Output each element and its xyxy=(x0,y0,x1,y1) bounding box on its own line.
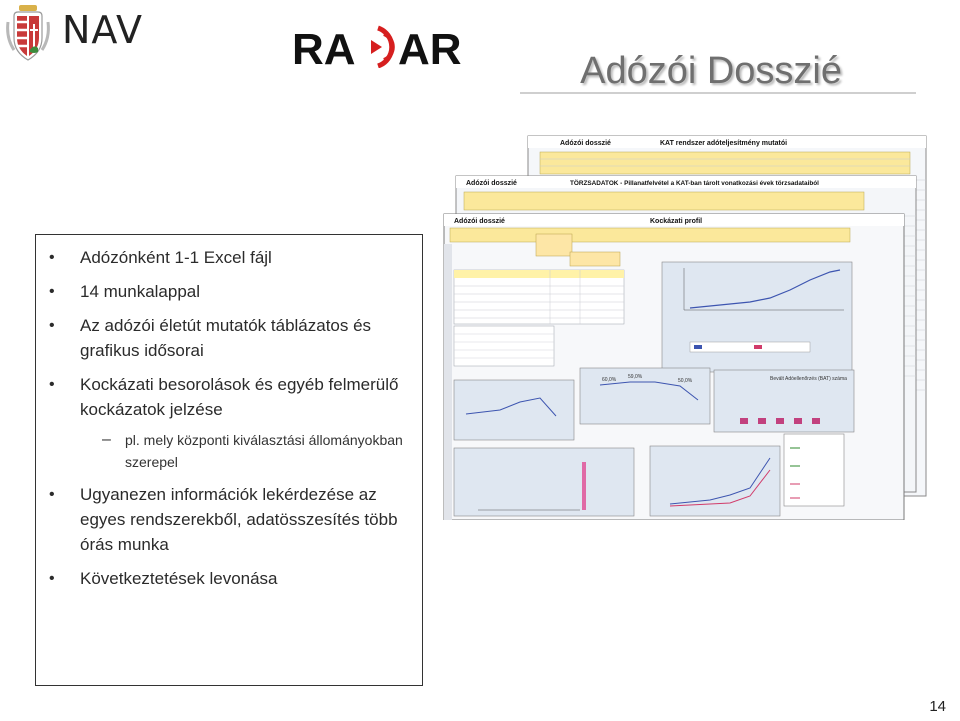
sheet-front-name: Adózói dosszié xyxy=(454,218,505,225)
bullet-list xyxy=(36,245,422,600)
sheet-front-heading: Kockázati profil xyxy=(650,218,703,225)
bullet-item: • Ugyanezen információk lekérdezése az egyes rendszerekből, adatösszesítés több órás munka xyxy=(36,482,422,557)
bat-chart-title: Bevált Adóellenőrzés (BAT) száma xyxy=(770,376,847,382)
bullet-item: • Kockázati besorolások és egyéb felmerülő kockázatok jelzése xyxy=(36,372,422,422)
sheet-back-heading: KAT rendszer adóteljesítmény mutatói xyxy=(660,140,788,147)
sheet-middle-name: Adózói dosszié xyxy=(466,180,517,187)
bullet-item: • Adózónként 1-1 Excel fájl xyxy=(36,245,422,270)
nav-logo-text: NAV xyxy=(62,8,143,52)
page-number: 14 xyxy=(929,698,946,715)
page-title: Adózói Dosszié xyxy=(580,50,842,92)
sheet-middle-heading: TÖRZSADATOK - Pillanatfelvétel a KAT-ban tárolt vonatkozási évek törzsadataiból xyxy=(570,180,819,187)
radar-waves-icon xyxy=(371,28,393,66)
title-divider xyxy=(520,92,916,94)
bullet-item: • Az adózói életút mutatók táblázatos és grafikus idősorai xyxy=(36,313,422,363)
radar-logo xyxy=(292,24,492,68)
bullet-list-box xyxy=(35,234,423,686)
bullet-item: • Következtetések levonása xyxy=(36,566,422,591)
sheet-back-name: Adózói dosszié xyxy=(560,140,611,147)
line-label: 50,0% xyxy=(678,378,693,384)
spreadsheet-screenshots xyxy=(440,130,930,520)
line-label: 59,0% xyxy=(628,374,643,380)
svg-text:AR: AR xyxy=(398,25,462,68)
line-label: 60,0% xyxy=(602,377,617,383)
bullet-item: • 14 munkalappal xyxy=(36,279,422,304)
sheet-front xyxy=(444,214,904,520)
svg-text:RA: RA xyxy=(292,25,356,68)
nav-crest-icon xyxy=(8,5,49,60)
sub-bullet-item: – pl. mely központi kiválasztási állományokban szerepel xyxy=(36,429,422,473)
